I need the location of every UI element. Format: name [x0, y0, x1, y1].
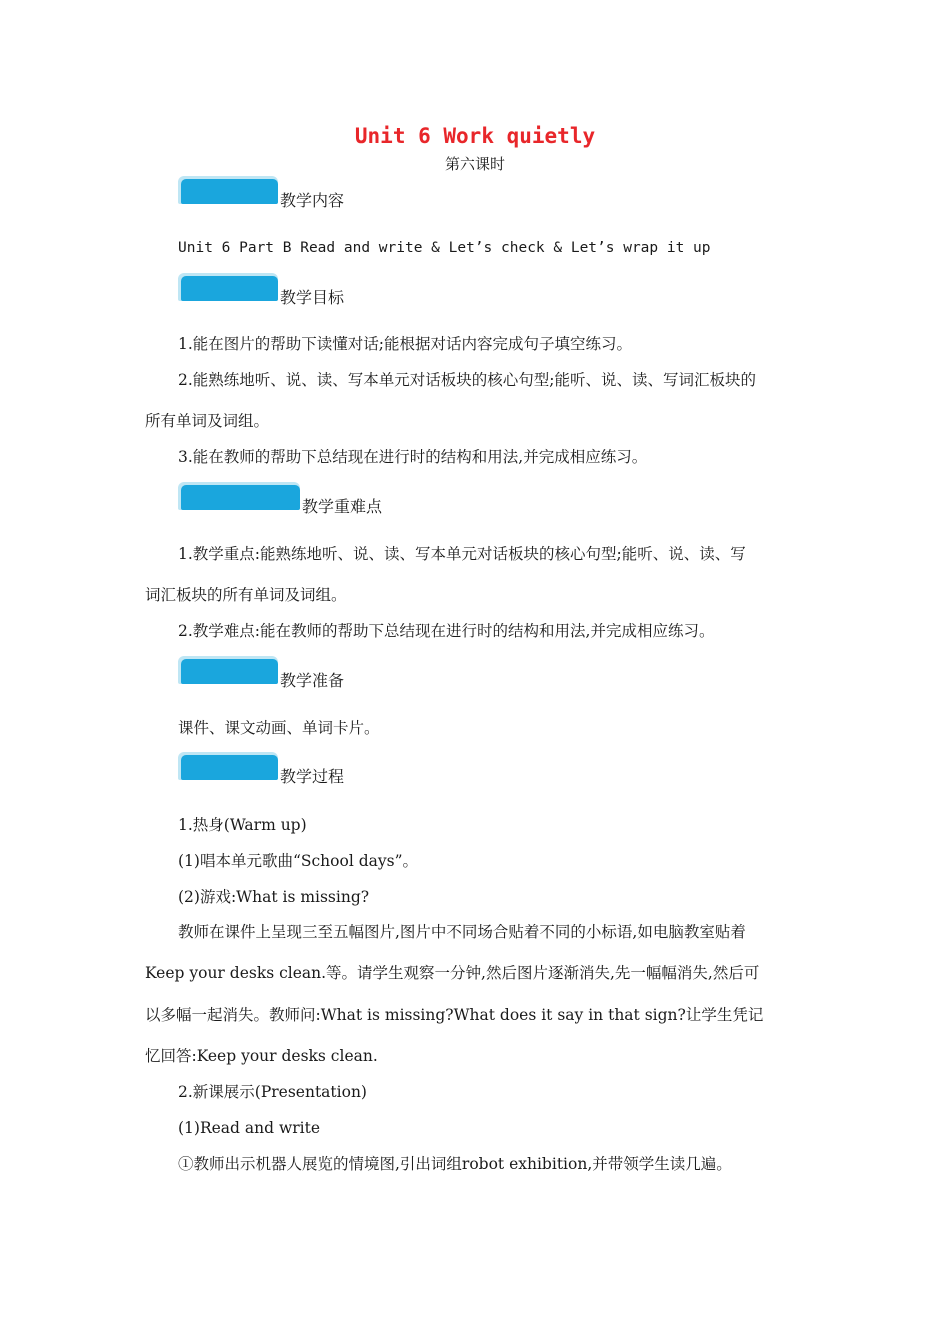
section-tab-decoration — [178, 482, 300, 510]
process-line-2: (1)唱本单元歌曲“School days”。 — [178, 852, 419, 870]
section-heading-preparation — [178, 654, 345, 690]
process-line-6: 以多幅一起消失。教师问:What is missing?What does it say in that sign?让学生凭记 — [145, 1006, 764, 1024]
key-point-item-1-cont: 词汇板块的所有单词及词组。 — [145, 586, 347, 604]
section-tab-decoration — [178, 656, 278, 684]
key-point-item-2: 2.教学难点:能在教师的帮助下总结现在进行时的结构和用法,并完成相应练习。 — [178, 622, 715, 640]
section-heading-label: 教学目标 — [280, 288, 345, 307]
process-line-7: 忆回答:Keep your desks clean. — [145, 1047, 378, 1065]
lesson-subtitle: 第六课时 — [444, 155, 505, 173]
section-heading-content — [178, 174, 345, 210]
section-heading-label: 教学内容 — [280, 191, 345, 210]
section-heading-objectives — [178, 271, 345, 307]
section-heading-process — [178, 750, 345, 786]
key-point-item-1: 1.教学重点:能熟练地听、说、读、写本单元对话板块的核心句型;能听、说、读、写 — [178, 545, 746, 563]
preparation-line: 课件、课文动画、单词卡片。 — [178, 719, 380, 737]
section-tab-decoration — [178, 273, 278, 301]
process-line-4: 教师在课件上呈现三至五幅图片,图片中不同场合贴着不同的小标语,如电脑教室贴着 — [178, 923, 746, 941]
process-line-10: ①教师出示机器人展览的情境图,引出词组robot exhibition,并带领学生读几遍。 — [178, 1155, 732, 1173]
section-heading-label: 教学重难点 — [302, 497, 383, 516]
section-heading-key-points — [178, 480, 383, 516]
objective-item-2: 2.能熟练地听、说、读、写本单元对话板块的核心句型;能听、说、读、写词汇板块的 — [178, 371, 757, 389]
process-line-1: 1.热身(Warm up) — [178, 816, 307, 834]
document-title: Unit 6 Work quietly — [354, 124, 596, 148]
objective-item-3: 3.能在教师的帮助下总结现在进行时的结构和用法,并完成相应练习。 — [178, 448, 648, 466]
objective-item-2-cont: 所有单词及词组。 — [145, 412, 270, 430]
process-line-3: (2)游戏:What is missing? — [178, 888, 370, 906]
process-line-9: (1)Read and write — [178, 1119, 320, 1137]
process-line-5: Keep your desks clean.等。请学生观察一分钟,然后图片逐渐消失,先一幅幅消失,然后可 — [145, 964, 760, 982]
process-line-8: 2.新课展示(Presentation) — [178, 1083, 367, 1101]
section-heading-label: 教学过程 — [280, 767, 345, 786]
content-line: Unit 6 Part B Read and write & Let’s check & Let’s wrap it up — [178, 240, 711, 256]
section-heading-label: 教学准备 — [280, 671, 345, 690]
section-tab-decoration — [178, 752, 278, 780]
section-tab-decoration — [178, 176, 278, 204]
objective-item-1: 1.能在图片的帮助下读懂对话;能根据对话内容完成句子填空练习。 — [178, 335, 633, 353]
